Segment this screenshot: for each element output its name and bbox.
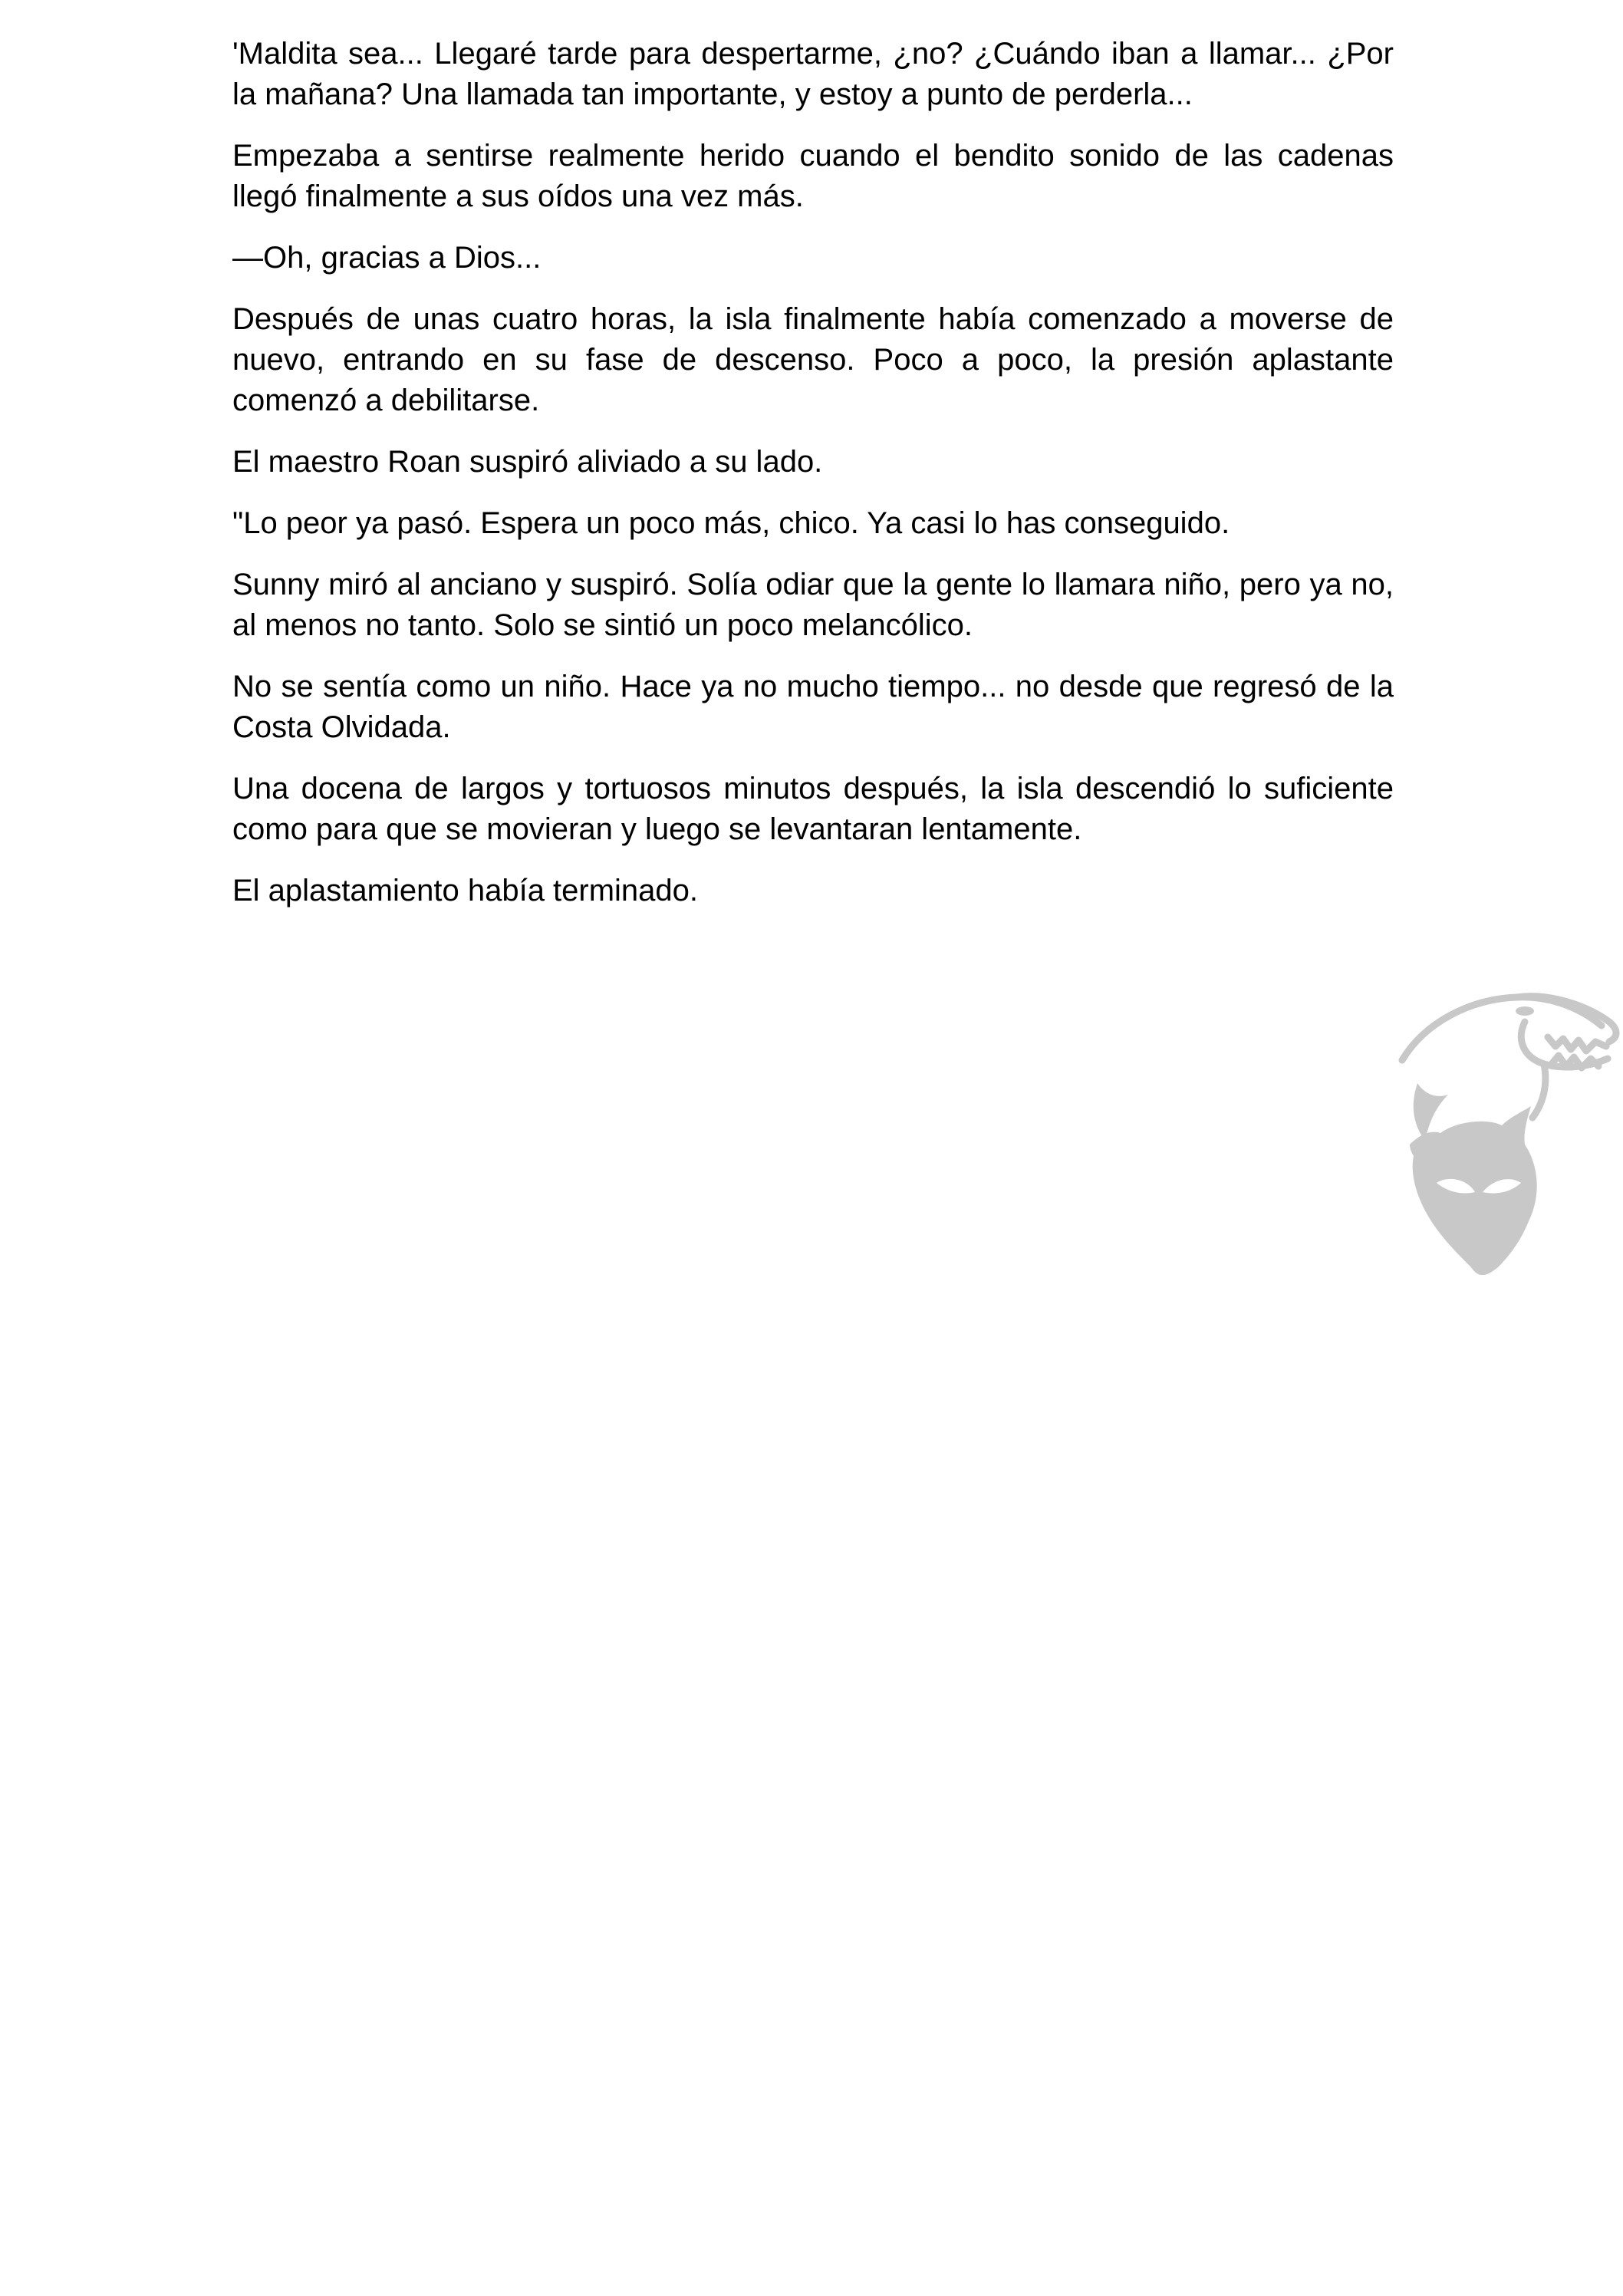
- paragraph-1: 'Maldita sea... Llegaré tarde para despertarme, ¿no? ¿Cuándo iban a llamar... ¿Por la mañana? Una llamada tan importante, y estoy a punto de perderla...: [232, 37, 1394, 111]
- paragraph-4: Después de unas cuatro horas, la isla finalmente había comenzado a moverse de nuevo, entrando en su fase de descenso. Poco a poco, la presión aplastante comenzó a debilitarse.: [232, 302, 1394, 417]
- paragraph-10: El aplastamiento había terminado.: [232, 874, 699, 908]
- paragraph-5: El maestro Roan suspiró aliviado a su lado.: [232, 445, 823, 479]
- paragraph-7: Sunny miró al anciano y suspiró. Solía odiar que la gente lo llamara niño, pero ya no, al menos no tanto. Solo se sintió un poco melancólico.: [232, 568, 1394, 642]
- document-body: [232, 34, 1394, 932]
- paragraph-6: "Lo peor ya pasó. Espera un poco más, chico. Ya casi lo has conseguido.: [232, 506, 1230, 540]
- paragraph-3: —Oh, gracias a Dios...: [232, 241, 542, 275]
- dinosaur-demon-watermark-icon: [1394, 991, 1623, 1298]
- paragraph-2: Empezaba a sentirse realmente herido cuando el bendito sonido de las cadenas llegó finalmente a sus oídos una vez más.: [232, 139, 1394, 213]
- paragraph-9: Una docena de largos y tortuosos minutos después, la isla descendió lo suficiente como para que se movieran y luego se levantaran lentamente.: [232, 772, 1394, 846]
- paragraph-8: No se sentía como un niño. Hace ya no mucho tiempo... no desde que regresó de la Costa Olvidada.: [232, 670, 1394, 744]
